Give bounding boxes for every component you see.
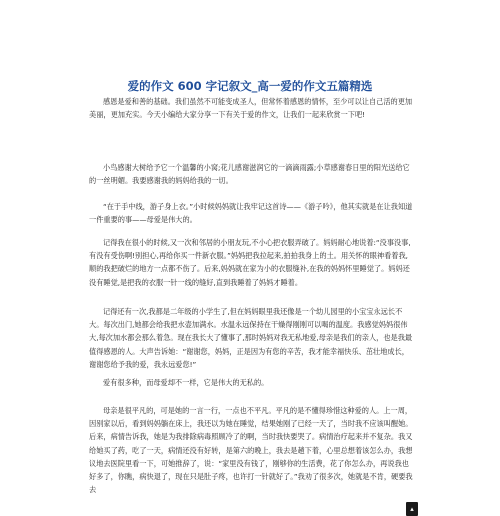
- paragraph-3: 记得我在很小的时候,又一次和邻居的小朋友玩,不小心把衣服弄破了。妈妈耐心地说着:“没事没事,有没有受伤啊!别担心,再给你买一件新衣服。”妈妈把我拉起来,拍拍我身上的土。用关怀的眼神看着我,顺的我把破烂的地方一点都不伤了。后来,妈妈就在家为小的衣服缝补,在我的妈妈怀里睡觉了。妈妈还没有睡觉,是把我的衣服一针一线的缝好,直到我睡着了妈妈才睡着。: [89, 238, 411, 287]
- paragraph-4: 记得还有一次,我都是二年级的小学生了,但在妈妈眼里我还像是一个幼儿园里的小宝宝永远长不大。每次出门,她都会给我把水壶加满水。水温永远保持在干燥得刚刚可以喝的温度。我感觉妈妈很伟大,每次加水都会那么着急。现在我长大了懂事了,那时妈妈对我无私地爱,母亲是我们的亲人，也是我最值得感恩的人。大声告诉她：“谢谢您，妈妈，正是因为有您的辛苦，我才能幸福快乐、茁壮地成长，谢谢您给予我的爱，我永远爱您!”: [89, 307, 413, 369]
- paragraph-5: 爱有很多种，而母爱却不一样，它是伟大的无私的。: [103, 378, 269, 387]
- intro-paragraph: 感恩是爱和善的基础。我们虽然不可能变成圣人，但常怀着感恩的情怀，至少可以让自己活的更加美丽，更加充实。今天小编给大家分享一下有关于爱的作文，让我们一起来欣赏一下吧!: [89, 97, 413, 120]
- paragraph-1: 小鸟感谢大树给予它一个温馨的小窝;花儿感谢滋润它的一滴滴雨露;小草感谢春日里的阳光送给它的一丝明媚。我要感谢我的妈妈给我的一切。: [89, 163, 410, 186]
- paragraph-2: “在于手中线，游子身上衣。”小时候妈妈就让我牢记这首诗——《游子吟》，他其实就是在让我知道一件重要的事——母爱是伟大的。: [89, 202, 413, 225]
- scroll-corner-icon[interactable]: ▴: [406, 502, 418, 516]
- page-title: 爱的作文 600 字记叙文_高一爱的作文五篇精选: [127, 79, 373, 93]
- paragraph-6: 母亲是很平凡的，可是她的一言一行，一点也不平凡。平凡的是不懂得珍惜这种爱的人。上一周，因别家以后，看到妈妈躺在床上，我还以为她在睡觉，结果她刚了已经一天了，当时我不应该叫醒她。后来，病情告诉我，她是为我排除病毒照顾冷了的啊，当时我快要哭了。病情治疗起来并不复杂。我又给她买了药，吃了一天，病情还没有好转，是第六的晚上，我去是趟下着，心里总想着该怎么办，我想议地去医院里看一下，可她推辞了，说：“家里没有钱了，刚够你的生活费，花了你怎么办，再说我也好多了，你瞧，病快退了，现在只是肚子疼，也许打一针就好了。”我劝了很多次，她就是不肯，硬要我去: [89, 406, 413, 495]
